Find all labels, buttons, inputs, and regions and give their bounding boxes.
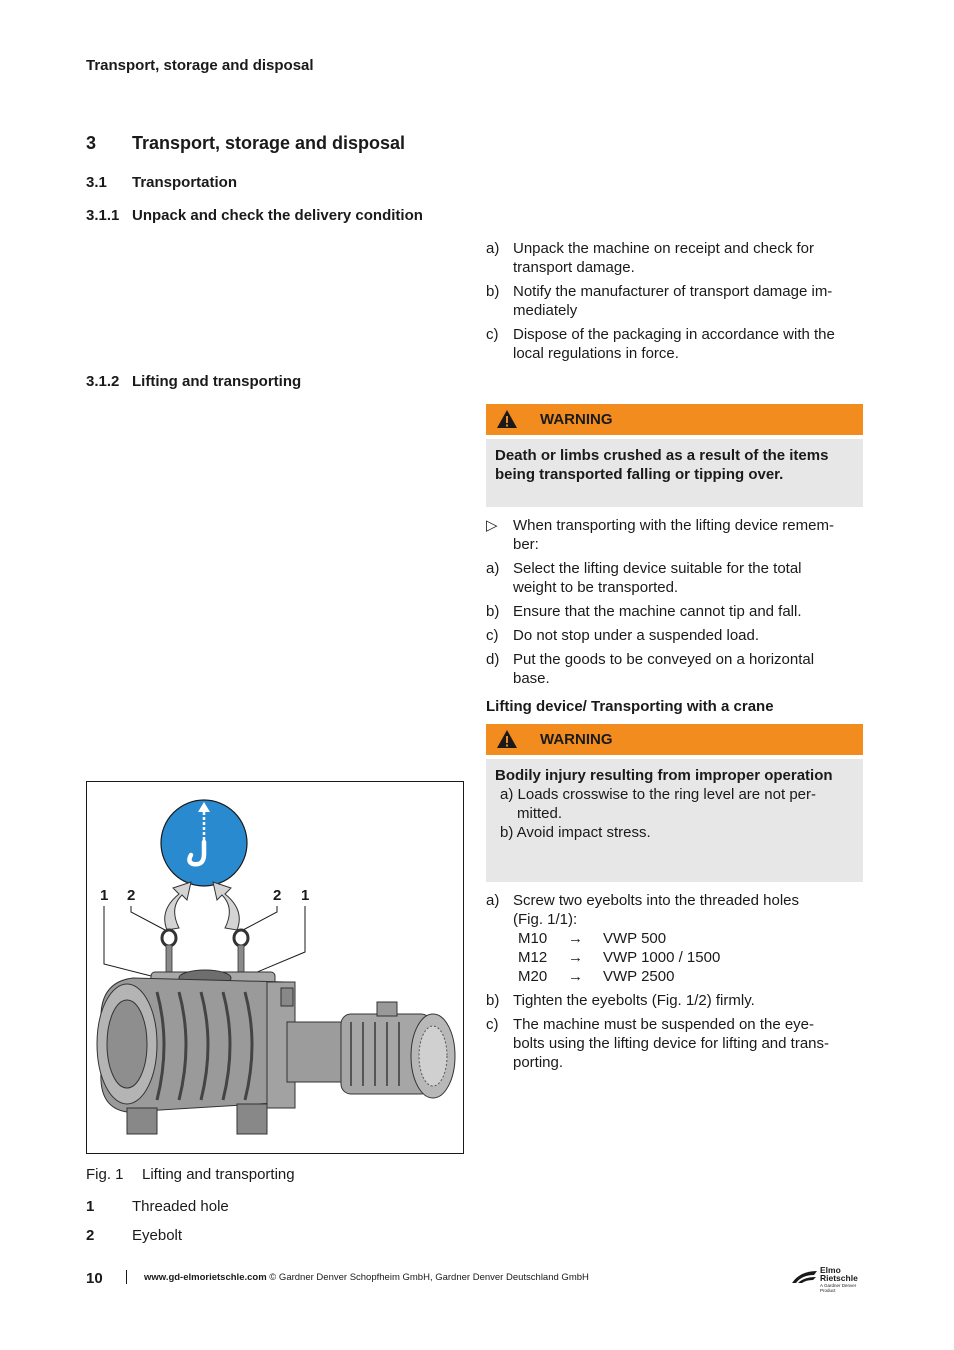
sub2-number: 3.1.2: [86, 373, 120, 390]
figure-number: Fig. 1: [86, 1166, 124, 1183]
page-number: 10: [86, 1270, 103, 1287]
list-item-intro: ▷ When transporting with the lifting device remem- ber:: [486, 517, 834, 553]
footer-divider: [126, 1270, 127, 1284]
warning-body: [486, 439, 863, 507]
sub1-title: Unpack and check the delivery condition: [132, 207, 423, 224]
warning-triangle-icon: [496, 729, 518, 749]
warning-sub-b: b) Avoid impact stress.: [500, 824, 651, 841]
figure-caption: [86, 1165, 295, 1184]
warning-sub-a: a) Loads crosswise to the ring level are not per- mitted.: [500, 786, 816, 822]
callout-label: 1: [100, 887, 109, 904]
eyebolt-icon: [162, 930, 176, 973]
crane-heading: Lifting device/ Transporting with a crane: [486, 698, 774, 715]
legend-item: 2 Eyebolt: [86, 1227, 183, 1244]
list-item: c) Do not stop under a suspended load.: [486, 627, 760, 644]
warning-title: Bodily injury resulting from improper operation: [495, 767, 833, 784]
footer-url[interactable]: www.gd-elmorietschle.com: [144, 1272, 267, 1283]
list-item: b) Ensure that the machine cannot tip and fall.: [486, 603, 802, 620]
figure-lifting: [86, 781, 464, 1154]
vacuum-pump-body: [97, 970, 455, 1134]
warning-label: WARNING: [540, 731, 613, 748]
section-number: 3: [86, 133, 97, 153]
warning-label: WARNING: [540, 411, 613, 428]
sub2-heading: [86, 372, 301, 391]
subsection-heading: [86, 173, 237, 192]
footer-text: [144, 1272, 589, 1284]
list-item: a) Select the lifting device suitable for the total weight to be transported.: [486, 560, 802, 596]
callout-label: 2: [127, 887, 136, 904]
list-item: b) Tighten the eyebolts (Fig. 1/2) firmly.: [486, 992, 755, 1009]
sub2-title: Lifting and transporting: [132, 373, 302, 390]
warning-header: [486, 724, 863, 755]
warning-title: Death or limbs crushed as a result of the items: [495, 447, 829, 464]
pump-illustration: [87, 782, 463, 1153]
spec-row: M12 → VWP 1000 / 1500: [518, 949, 721, 966]
running-header: Transport, storage and disposal: [86, 57, 314, 74]
list-item: c) The machine must be suspended on the eye- bolts using the lifting device for lifting and trans- porting.: [486, 1016, 830, 1071]
spec-row: M10 → VWP 500: [518, 930, 667, 947]
subsection-title: Transportation: [132, 174, 238, 191]
list-item: c) Dispose of the packaging in accordance with the local regulations in force.: [486, 326, 835, 362]
lifting-hook-sign-icon: [161, 800, 247, 886]
warning-title: being transported falling or tipping over.: [495, 466, 784, 483]
section-title: Transport, storage and disposal: [132, 133, 406, 153]
section-heading: [86, 134, 405, 153]
lifting-list: [486, 516, 866, 693]
warning-header: [486, 404, 863, 435]
callout-label: 2: [273, 887, 282, 904]
warning-triangle-icon: [496, 409, 518, 429]
unpack-list: [486, 239, 866, 368]
list-item: a) Unpack the machine on receipt and check for transport damage.: [486, 240, 815, 276]
figure-caption-text: Lifting and transporting: [142, 1166, 295, 1183]
footer-copyright: © Gardner Denver Schopfheim GmbH, Gardner Denver Deutschland GmbH: [266, 1272, 589, 1283]
list-item: b) Notify the manufacturer of transport damage im- mediately: [486, 283, 833, 319]
subsection-number: 3.1: [86, 174, 107, 191]
crane-steps: [486, 891, 866, 1077]
list-item: a) Screw two eyebolts into the threaded holes (Fig. 1/1): M10 → VWP 500 M12 → VWP 1000 / 1500 M20 → VWP 2500: [486, 891, 866, 986]
elmo-rietschle-logo: Elmo Rietschle A Gardner Denver Product: [790, 1266, 864, 1290]
spec-row: M20 → VWP 2500: [518, 968, 675, 985]
thread-spec-table: [518, 929, 866, 986]
warning-body: [486, 759, 863, 882]
logo-swoosh-icon: [790, 1269, 818, 1285]
legend-item: 1 Threaded hole: [86, 1198, 229, 1215]
eyebolt-icon: [234, 930, 248, 973]
sub1-heading: [86, 206, 423, 225]
callout-label: 1: [301, 887, 310, 904]
list-item: d) Put the goods to be conveyed on a horizontal base.: [486, 651, 815, 687]
sub1-number: 3.1.1: [86, 207, 120, 224]
